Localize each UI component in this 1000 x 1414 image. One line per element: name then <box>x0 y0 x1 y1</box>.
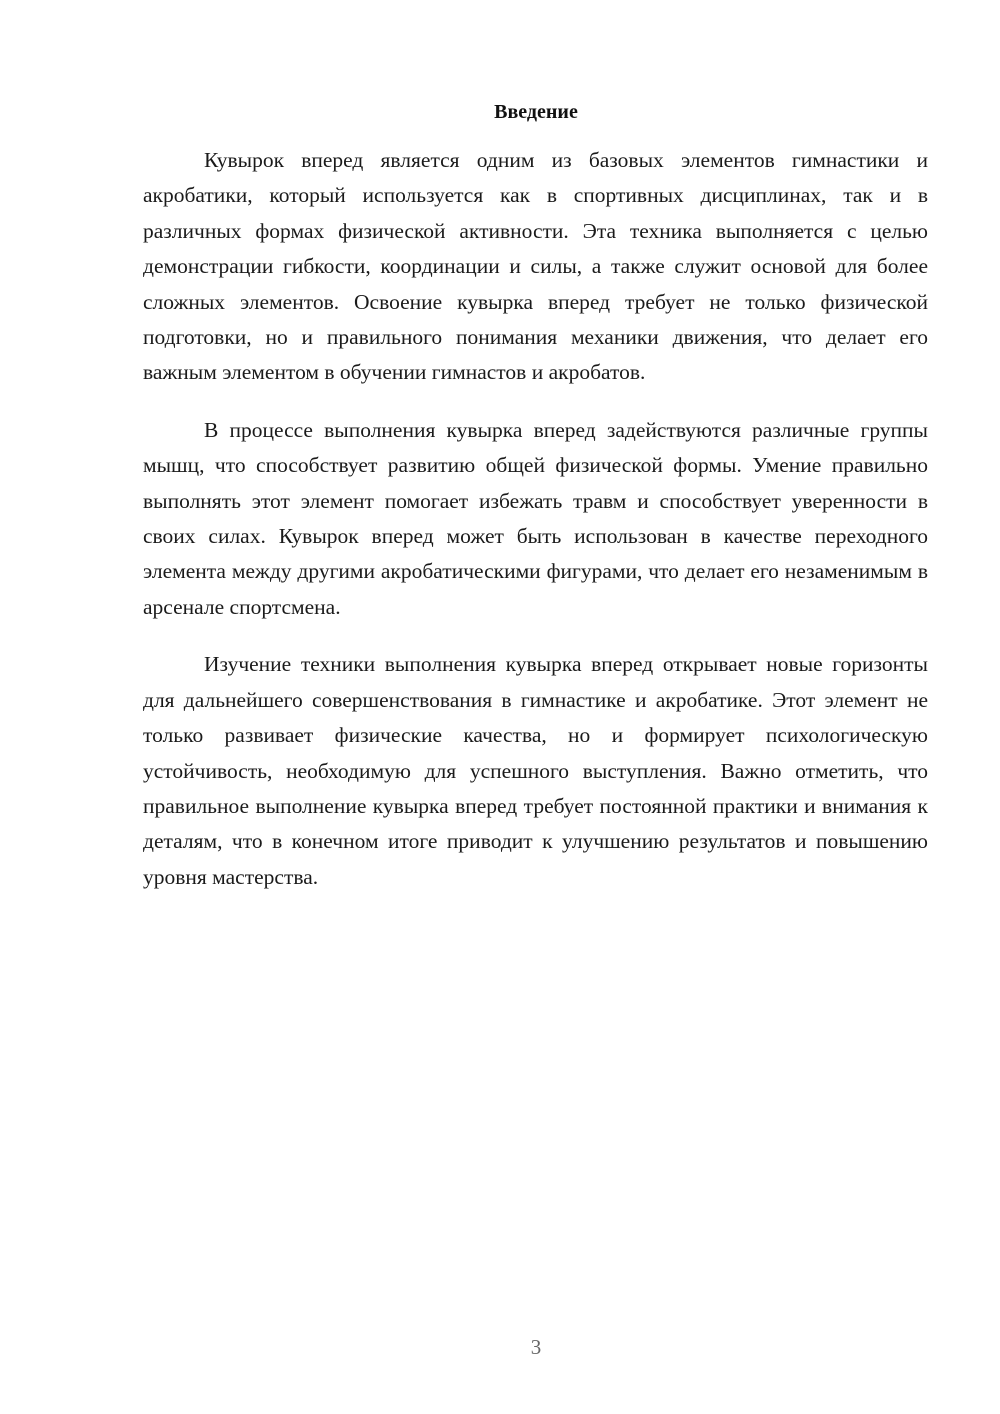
paragraph-1: Кувырок вперед является одним из базовых элементов гимнастики и акробатики, который используется как в спортивных дисциплинах, так и в различных формах физической активности. Эта техника выполняется с целью демонстрации гибкости, координации и силы, а также служит основой для более сложных элементов. Освоение кувырка вперед требует не только физической подготовки, но и правильного понимания механики движения, что делает его важным элементом в обучении гимнастов и акробатов. <box>143 148 928 385</box>
paragraph-2: В процессе выполнения кувырка вперед задействуются различные группы мышц, что способствует развитию общей физической формы. Умение правильно выполнять этот элемент помогает избежать травм и способствует уверенности в своих силах. Кувырок вперед может быть использован в качестве переходного элемента между другими акробатическими фигурами, что делает его незаменимым в арсенале спортсмена. <box>143 417 928 619</box>
section-title: Введение <box>494 101 578 123</box>
body-text <box>143 143 928 917</box>
paragraph-3: Изучение техники выполнения кувырка вперед открывает новые горизонты для дальнейшего совершенствования в гимнастике и акробатике. Этот элемент не только развивает физические качества, но и формирует психологическую устойчивость, необходимую для успешного выступления. Важно отметить, что правильное выполнение кувырка вперед требует постоянной практики и внимания к деталям, что в конечном итоге приводит к улучшению результатов и повышению уровня мастерства. <box>143 652 928 889</box>
page-number: 3 <box>530 1335 542 1359</box>
